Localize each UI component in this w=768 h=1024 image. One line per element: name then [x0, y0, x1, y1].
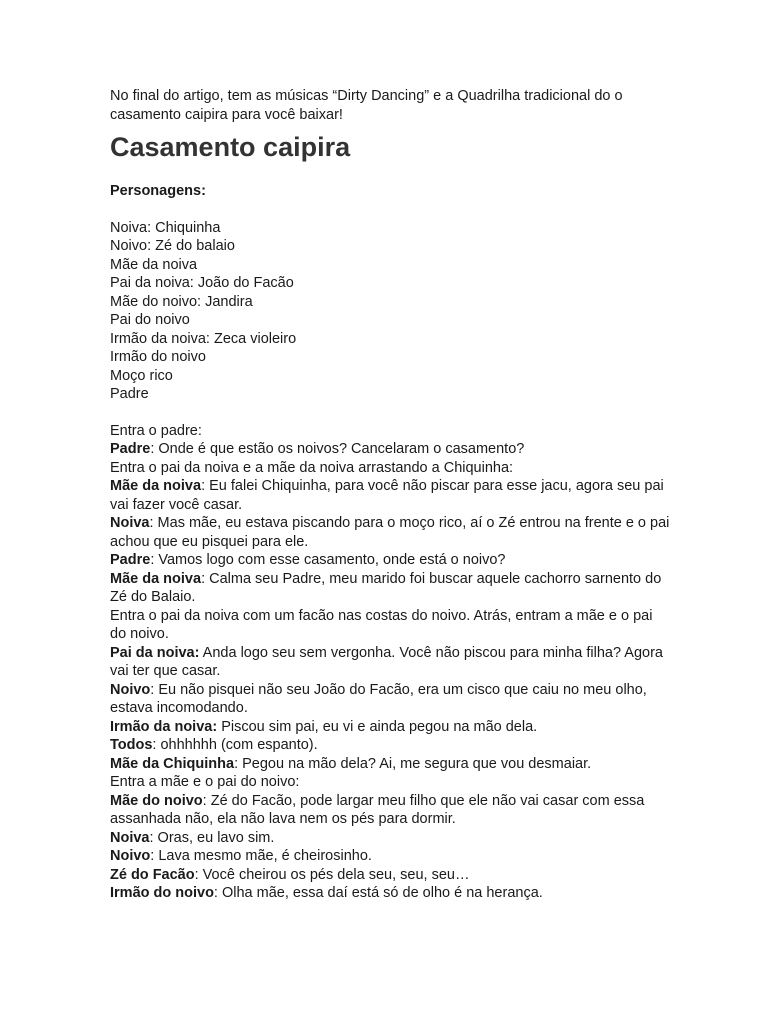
- speaker-name: Zé do Facão: [110, 866, 195, 883]
- character-item: Noiva: Chiquinha: [110, 219, 221, 236]
- dialogue-text: : Olha mãe, essa daí está só de olho é na herança.: [213, 885, 543, 901]
- dialogue-text: : Pegou na mão dela? Ai, me segura que vou desmaiar.: [234, 755, 592, 772]
- character-item: Mãe da noiva: [110, 256, 198, 273]
- character-item: Pai do noivo: [110, 312, 190, 328]
- character-item: Padre: [110, 386, 149, 402]
- speaker-name: Mãe do noivo: [110, 792, 203, 809]
- speaker-name: Mãe da noiva: [110, 570, 202, 587]
- dialogue-text: : Calma seu Padre, meu marido foi buscar aquele cachorro sarnento do Zé do Balaio.: [110, 570, 662, 605]
- characters-heading: Personagens:: [110, 183, 206, 199]
- dialogue-line: [110, 792, 670, 829]
- dialogue-text: : ohhhhhh (com espanto).: [152, 737, 318, 753]
- dialogue-line: [110, 736, 670, 755]
- speaker-name: Noivo: [110, 681, 151, 698]
- dialogue-line: [110, 514, 670, 551]
- script-dialogue: [110, 422, 670, 903]
- speaker-name: Irmão do noivo: [110, 885, 214, 901]
- character-item: Noivo: Zé do balaio: [110, 238, 235, 254]
- dialogue-line: [110, 440, 670, 459]
- speaker-name: Mãe da noiva: [110, 478, 202, 494]
- dialogue-text: Anda logo seu sem vergonha. Você não piscou para minha filha? Agora vai ter que casar.: [110, 644, 663, 679]
- dialogue-line: [110, 422, 670, 441]
- dialogue-line: [110, 477, 670, 514]
- character-item: Pai da noiva: João do Facão: [110, 275, 294, 291]
- speaker-name: Noiva: [110, 829, 150, 846]
- dialogue-text: : Mas mãe, eu estava piscando para o moço rico, aí o Zé entrou na frente e o pai achou que eu pisquei para ele.: [110, 515, 670, 550]
- speaker-name: Padre: [110, 552, 151, 568]
- dialogue-text: : Eu não pisquei não seu João do Facão, era um cisco que caiu no meu olho, estava incomodando.: [110, 681, 647, 716]
- dialogue-text: : Zé do Facão, pode largar meu filho que ele não vai casar com essa assanhada não, ela não lava nem os pés para dormir.: [110, 792, 645, 827]
- dialogue-line: [110, 718, 670, 737]
- dialogue-line: [110, 570, 670, 607]
- speaker-name: Padre: [110, 441, 151, 457]
- dialogue-line: [110, 607, 670, 644]
- speaker-name: Todos: [110, 737, 153, 753]
- stage-direction: Entra a mãe e o pai do noivo:: [110, 774, 300, 790]
- dialogue-line: [110, 459, 670, 478]
- speaker-name: Mãe da Chiquinha: [110, 755, 235, 772]
- document-page: [110, 87, 670, 903]
- dialogue-line: [110, 847, 670, 866]
- dialogue-text: Piscou sim pai, eu vi e ainda pegou na mão dela.: [217, 718, 538, 735]
- character-item: Mãe do noivo: Jandira: [110, 293, 253, 310]
- intro-paragraph: No final do artigo, tem as músicas “Dirty Dancing” e a Quadrilha tradicional do o casamento caipira para você baixar!: [110, 88, 623, 123]
- dialogue-line: [110, 644, 670, 681]
- character-item: Irmão da noiva: Zeca violeiro: [110, 330, 297, 347]
- dialogue-line: [110, 884, 670, 903]
- character-item: Moço rico: [110, 367, 173, 384]
- dialogue-line: [110, 773, 670, 792]
- dialogue-line: [110, 681, 670, 718]
- dialogue-text: : Lava mesmo mãe, é cheirosinho.: [150, 848, 372, 864]
- dialogue-text: : Vamos logo com esse casamento, onde está o noivo?: [150, 552, 506, 568]
- stage-direction: Entra o padre:: [110, 422, 202, 439]
- page-title: Casamento caipira: [110, 132, 351, 162]
- stage-direction: Entra o pai da noiva e a mãe da noiva arrastando a Chiquinha:: [110, 459, 514, 476]
- dialogue-text: : Oras, eu lavo sim.: [149, 829, 275, 846]
- speaker-name: Noiva: [110, 515, 150, 531]
- speaker-name: Pai da noiva:: [110, 644, 200, 661]
- character-item: Irmão do noivo: [110, 349, 206, 365]
- characters-list: [110, 219, 670, 404]
- dialogue-text: : Onde é que estão os noivos? Cancelaram o casamento?: [150, 441, 525, 457]
- dialogue-text: : Eu falei Chiquinha, para você não piscar para esse jacu, agora seu pai vai fazer você casar.: [110, 478, 664, 513]
- dialogue-line: [110, 551, 670, 570]
- speaker-name: Noivo: [110, 848, 151, 864]
- dialogue-text: : Você cheirou os pés dela seu, seu, seu…: [194, 866, 470, 883]
- dialogue-line: [110, 829, 670, 848]
- speaker-name: Irmão da noiva:: [110, 718, 218, 735]
- dialogue-line: [110, 866, 670, 885]
- dialogue-line: [110, 755, 670, 774]
- stage-direction: Entra o pai da noiva com um facão nas costas do noivo. Atrás, entram a mãe e o pai do noivo.: [110, 607, 653, 642]
